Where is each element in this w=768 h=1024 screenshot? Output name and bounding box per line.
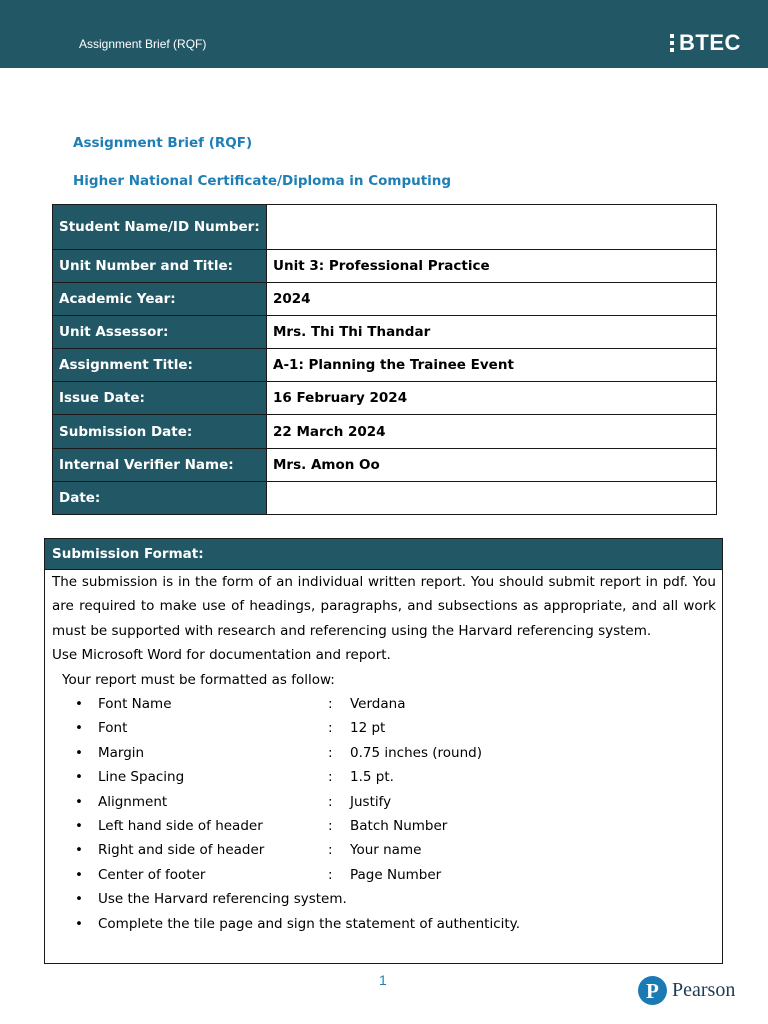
list-item: • Use the Harvard referencing system.	[52, 887, 716, 911]
row-label: Academic Year:	[53, 283, 267, 316]
list-item: • Complete the tile page and sign the statement of authenticity.	[52, 912, 716, 936]
colon: :	[328, 866, 333, 883]
row-value: 22 March 2024	[267, 415, 717, 449]
header-title: Assignment Brief (RQF)	[79, 37, 207, 51]
format-name: Alignment	[98, 793, 168, 810]
row-label-text: Student Name/ID Number:	[59, 218, 260, 235]
submission-format-heading: Submission Format:	[45, 539, 722, 570]
row-label: Unit Number and Title:	[53, 250, 267, 283]
row-value	[267, 205, 717, 250]
format-name: Line Spacing	[98, 769, 185, 786]
row-label: Assignment Title:	[53, 349, 267, 382]
pearson-logo	[638, 976, 735, 1005]
table-row	[53, 415, 717, 449]
table-row	[53, 283, 717, 316]
format-value: Batch Number	[350, 817, 448, 834]
submission-format-box	[44, 538, 723, 964]
format-value: 12 pt	[350, 720, 386, 737]
colon: :	[328, 842, 333, 859]
btec-mark-icon	[670, 33, 676, 53]
row-value: Mrs. Amon Oo	[267, 449, 717, 482]
list-item	[52, 814, 716, 838]
table-row	[53, 382, 717, 415]
row-value: 16 February 2024	[267, 382, 717, 415]
format-value: 0.75 inches (round)	[350, 744, 482, 761]
table-row	[53, 482, 717, 515]
list-item	[52, 716, 716, 740]
list-item	[52, 790, 716, 814]
assignment-info-table	[52, 204, 717, 515]
table-row	[53, 316, 717, 349]
row-label: Issue Date:	[53, 382, 267, 415]
btec-logo-text: BTEC	[679, 30, 741, 55]
format-value: Your name	[350, 842, 422, 859]
format-name: Right and side of header	[98, 842, 265, 859]
page-number: 1	[379, 972, 387, 988]
row-label	[53, 205, 267, 250]
document-subtitle: Higher National Certificate/Diploma in Computing	[73, 173, 452, 189]
row-value: Mrs. Thi Thi Thandar	[267, 316, 717, 349]
btec-logo	[670, 30, 741, 56]
format-value: Justify	[350, 793, 392, 810]
colon: :	[328, 744, 333, 761]
format-value: 1.5 pt.	[350, 769, 394, 786]
row-label: Internal Verifier Name:	[53, 449, 267, 482]
colon: :	[328, 720, 333, 737]
document-title: Assignment Brief (RQF)	[73, 135, 253, 151]
format-value: Page Number	[350, 866, 442, 883]
list-item	[52, 838, 716, 862]
row-value: A-1: Planning the Trainee Event	[267, 349, 717, 382]
colon: :	[328, 793, 333, 810]
format-name: Margin	[98, 744, 145, 761]
header-band	[0, 0, 768, 68]
submission-format-body	[45, 570, 722, 936]
table-row	[53, 449, 717, 482]
list-item	[52, 692, 716, 716]
row-label: Submission Date:	[53, 415, 267, 449]
list-item	[52, 741, 716, 765]
word-instruction: Use Microsoft Word for documentation and report.	[52, 647, 391, 664]
row-value: Unit 3: Professional Practice	[267, 250, 717, 283]
row-value	[267, 482, 717, 515]
format-name: Font Name	[98, 696, 172, 713]
colon: :	[328, 696, 333, 713]
table-row	[53, 205, 717, 250]
format-name: Font	[98, 720, 128, 737]
pearson-logo-text: Pearson	[672, 979, 736, 1001]
submission-paragraph: The submission is in the form of an individual written report. You should submit report in pdf. You are required to make use of headings, paragraphs, and subsections as appropriate, and all work must be supported with research and referencing using the Harvard referencing system.	[52, 574, 716, 639]
row-label: Date:	[53, 482, 267, 515]
list-item	[52, 863, 716, 887]
format-list	[52, 692, 716, 936]
pearson-p-icon	[638, 976, 667, 1005]
format-name: Center of footer	[98, 866, 206, 883]
list-item	[52, 765, 716, 789]
format-name: Left hand side of header	[98, 817, 263, 834]
table-row	[53, 250, 717, 283]
colon: :	[328, 817, 333, 834]
format-intro: Your report must be formatted as follow:	[62, 671, 335, 688]
row-value: 2024	[267, 283, 717, 316]
row-label: Unit Assessor:	[53, 316, 267, 349]
colon: :	[328, 769, 333, 786]
format-value: Verdana	[350, 696, 406, 713]
table-row	[53, 349, 717, 382]
